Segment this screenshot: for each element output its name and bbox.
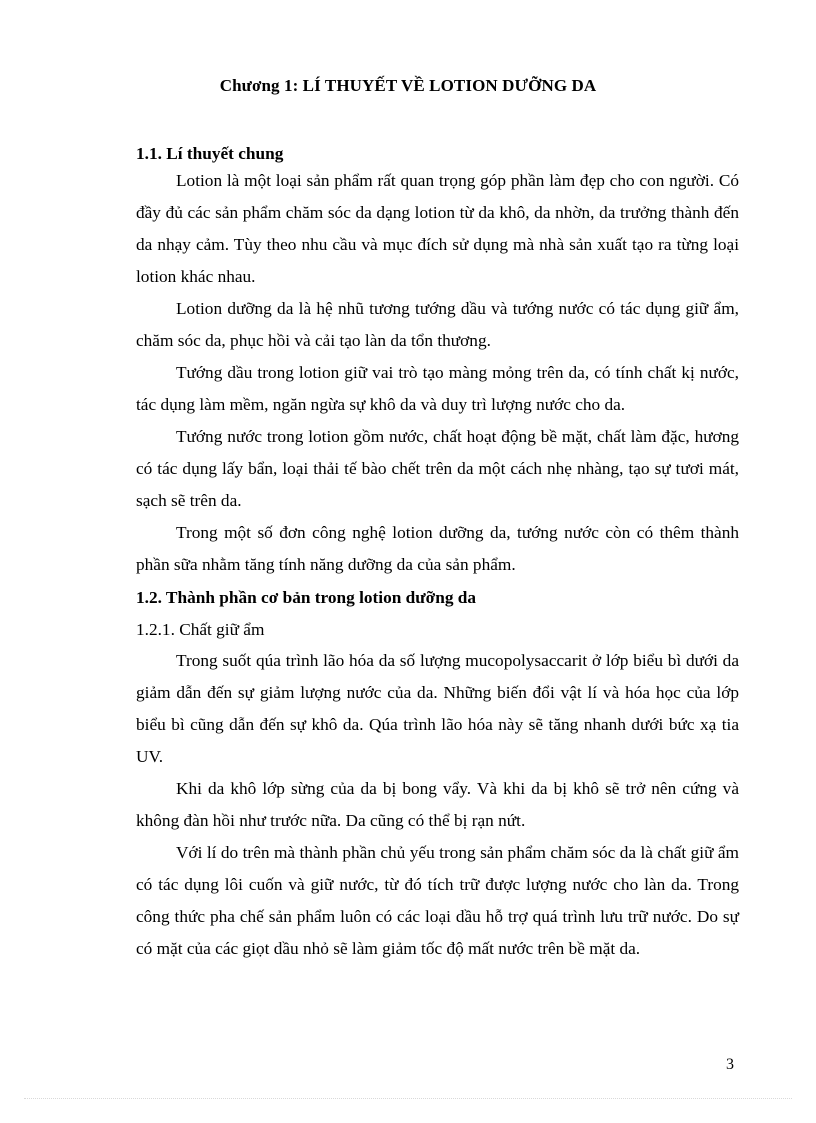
paragraph: Khi da khô lớp sừng của da bị bong vẩy. Và khi da bị khô sẽ trở nên cứng và không đàn hồi như trước nữa. Da cũng có thể bị rạn nứt. <box>136 779 739 830</box>
section-1-2-heading: 1.2. Thành phần cơ bản trong lotion dưỡng da <box>136 588 477 607</box>
page-content <box>136 143 739 965</box>
paragraph: Lotion là một loại sản phẩm rất quan trọng góp phần làm đẹp cho con người. Có đầy đủ các sản phẩm chăm sóc da dạng lotion từ da khô, da nhờn, da trưởng thành đến da nhạy cảm. Tùy theo nhu cầu và mục đích sử dụng mà nhà sản xuất tạo ra từng loại lotion khác nhau. <box>136 171 739 286</box>
paragraph: Trong một số đơn công nghệ lotion dưỡng da, tướng nước còn có thêm thành phần sữa nhằm tăng tính năng dưỡng da của sản phẩm. <box>136 523 739 574</box>
paragraph: Trong suốt qúa trình lão hóa da số lượng mucopolysaccarit ở lớp biểu bì dưới da giảm dẫn đến sự giảm lượng nước của da. Những biến đổi vật lí và hóa học của lớp biểu bì cũng dẫn đến sự khô da. Qúa trình lão hóa này sẽ tăng nhanh dưới bức xạ tia UV. <box>136 651 739 766</box>
page-number: 3 <box>726 1056 734 1073</box>
paragraph: Tướng nước trong lotion gồm nước, chất hoạt động bề mặt, chất làm đặc, hương có tác dụng lấy bẩn, loại thải tế bào chết trên da một cách nhẹ nhàng, tạo sự tươi mát, sạch sẽ trên da. <box>136 427 739 510</box>
paragraph: Tướng dầu trong lotion giữ vai trò tạo màng mỏng trên da, có tính chất kị nước, tác dụng làm mềm, ngăn ngừa sự khô da và duy trì lượng nước cho da. <box>136 363 739 414</box>
chapter-title: Chương 1: LÍ THUYẾT VỀ LOTION DƯỠNG DA <box>219 76 597 95</box>
page-bottom-divider <box>24 1098 792 1099</box>
paragraph: Lotion dưỡng da là hệ nhũ tương tướng dầu và tướng nước có tác dụng giữ ẩm, chăm sóc da, phục hồi và cải tạo làn da tổn thương. <box>136 299 739 350</box>
paragraph: Với lí do trên mà thành phần chủ yếu trong sản phẩm chăm sóc da là chất giữ ẩm có tác dụng lôi cuốn và giữ nước, từ đó tích trữ được lượng nước cho làn da. Trong công thức pha chế sản phẩm luôn có các loại dầu hỗ trợ quá trình lưu trữ nước. Do sự có mặt của các giọt dầu nhỏ sẽ làm giảm tốc độ mất nước trên bề mặt da. <box>136 843 739 958</box>
section-1-1-heading: 1.1. Lí thuyết chung <box>136 144 284 163</box>
subsection-1-2-1-heading: 1.2.1. Chất giữ ẩm <box>136 620 265 639</box>
